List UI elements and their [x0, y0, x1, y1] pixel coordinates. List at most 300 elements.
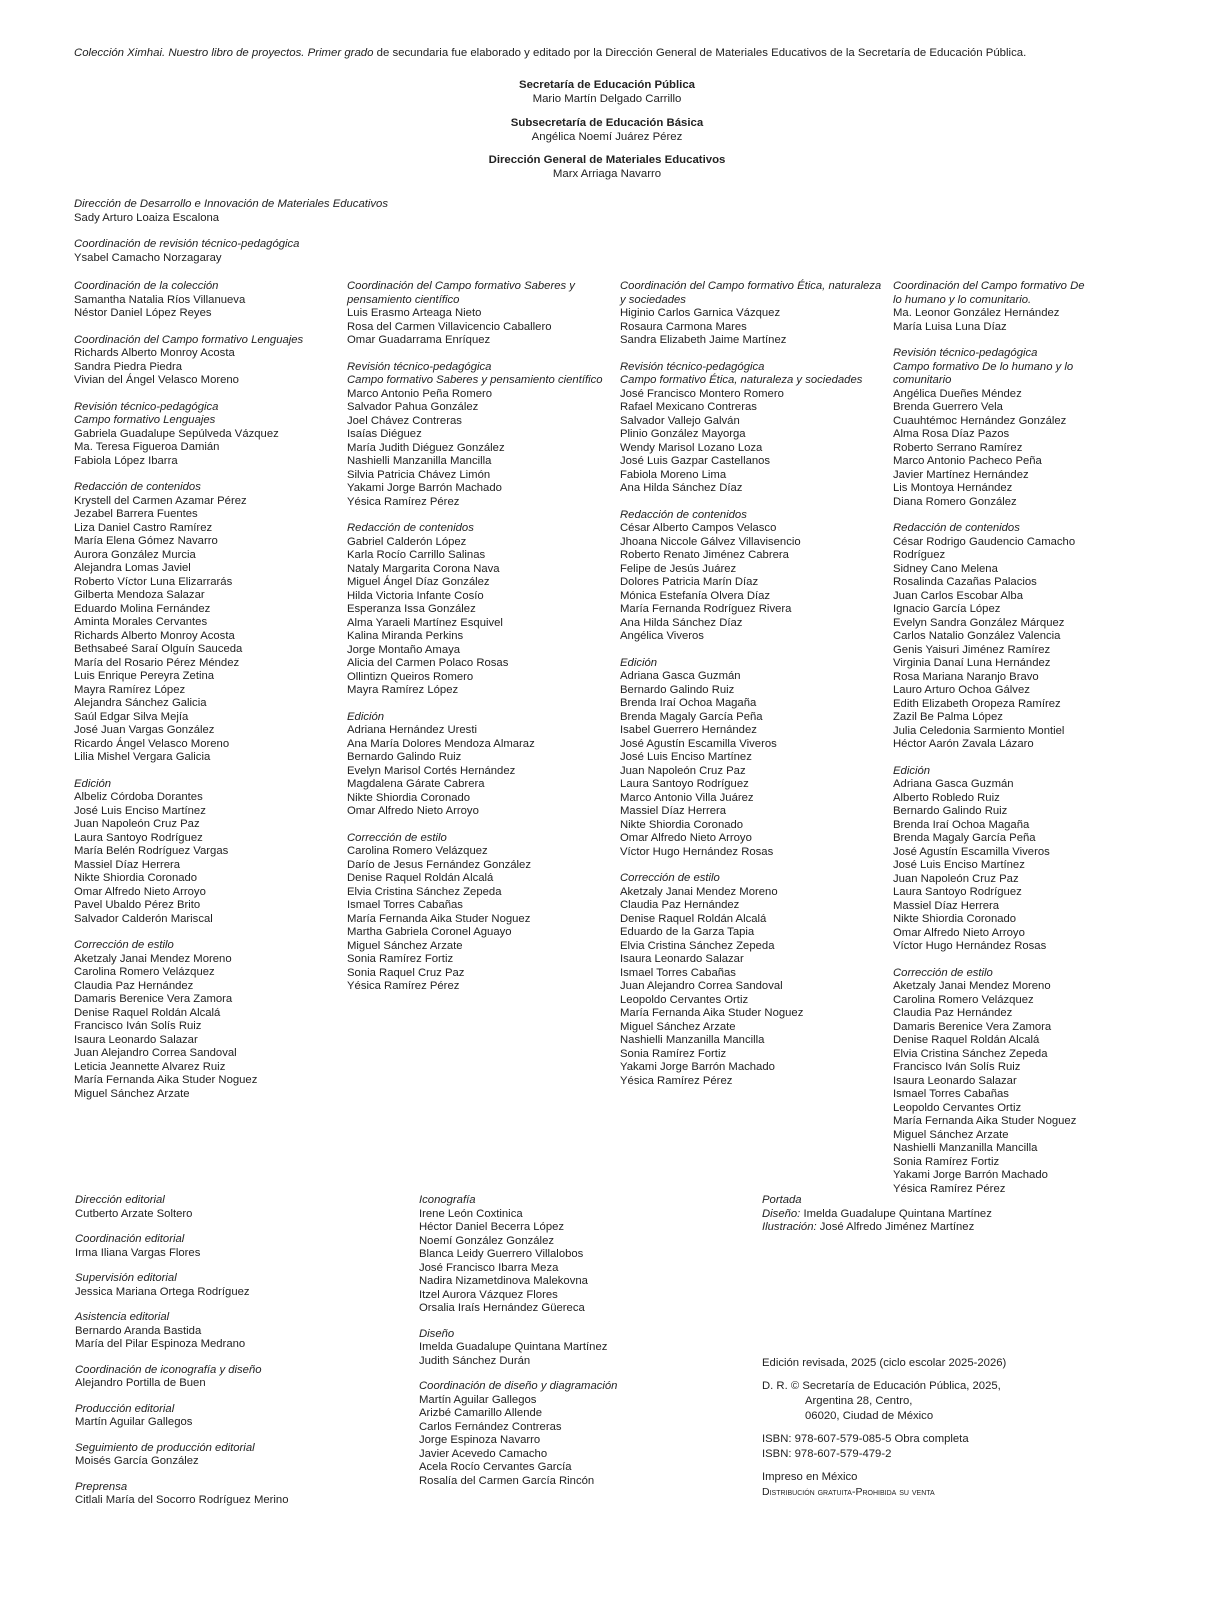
- credit-name: Nikte Shiordia Coronado: [620, 818, 744, 831]
- address-line: Argentina 28, Centro,: [805, 1395, 913, 1407]
- credit-name: María Judith Diéguez González: [347, 441, 505, 454]
- credit-name: Cutberto Arzate Soltero: [75, 1207, 193, 1220]
- credit-name: Rosaura Carmona Mares: [620, 320, 747, 333]
- credit-name: José Francisco Montero Romero: [620, 387, 784, 400]
- credit-name: Sonia Ramírez Fortiz: [620, 1047, 727, 1060]
- credit-name: Angélica Dueñes Méndez: [893, 387, 1022, 400]
- credit-name: Rosalinda Cazañas Palacios: [893, 576, 1037, 588]
- credit-name: Salvador Pahua González: [347, 401, 479, 413]
- credit-section: [620, 361, 882, 496]
- copyright-line: D. R. © Secretaría de Educación Pública, 2025,: [762, 1380, 1001, 1392]
- design-label: Diseño:: [762, 1207, 801, 1220]
- credit-name: Pavel Ubaldo Pérez Brito: [74, 899, 201, 911]
- credit-name: Denise Raquel Roldán Alcalá: [347, 872, 494, 884]
- credit-name: Irma Iliana Vargas Flores: [75, 1246, 201, 1259]
- credit-name: Ismael Torres Cabañas: [893, 1088, 1009, 1100]
- credit-name: Nashielli Manzanilla Mancilla: [620, 1034, 765, 1046]
- section-heading: Coordinación de iconografía y diseño: [75, 1363, 262, 1376]
- credit-name: Jorge Montaño Amaya: [347, 643, 461, 656]
- credit-name: Yakami Jorge Barrón Machado: [620, 1061, 775, 1073]
- credit-name: Bernardo Galindo Ruiz: [620, 683, 735, 696]
- credit-name: Luis Erasmo Arteaga Nieto: [347, 307, 482, 319]
- section-heading: Revisión técnico-pedagógica Campo formativo Ética, naturaleza y sociedades: [620, 360, 863, 386]
- credit-name: Juan Napoleón Cruz Paz: [893, 872, 1019, 885]
- credit-name: Juan Napoleón Cruz Paz: [74, 818, 200, 830]
- credit-name: Alejandra Sánchez Galicia: [74, 697, 207, 709]
- section-heading: Asistencia editorial: [75, 1311, 170, 1323]
- credit-name: Héctor Aarón Zavala Lázaro: [893, 738, 1034, 750]
- credit-name: Brenda Magaly García Peña: [893, 832, 1036, 844]
- section-heading: Dirección editorial: [75, 1194, 165, 1206]
- section-heading: Iconografía: [419, 1194, 476, 1206]
- credit-name: Krystell del Carmen Azamar Pérez: [74, 494, 247, 507]
- credit-name: Evelyn Marisol Cortés Hernández: [347, 764, 516, 777]
- credit-name: Isaura Leonardo Salazar: [620, 953, 744, 965]
- credit-section: [75, 1233, 337, 1260]
- credit-name: Ignacio García López: [893, 603, 1001, 615]
- credit-name: Arizbé Camarillo Allende: [419, 1407, 543, 1419]
- credit-name: Sonia Raquel Cruz Paz: [347, 966, 465, 979]
- section-heading: Revisión técnico-pedagógica Campo formativo Saberes y pensamiento científico: [347, 360, 603, 386]
- credit-name: Bernardo Galindo Ruiz: [893, 805, 1008, 817]
- design-name: Imelda Guadalupe Quintana Martínez: [800, 1207, 992, 1220]
- credit-name: Víctor Hugo Hernández Rosas: [893, 940, 1047, 952]
- section-heading: Portada: [762, 1194, 802, 1206]
- credit-name: Ma. Leonor González Hernández: [893, 307, 1060, 319]
- credit-name: Irene León Coxtinica: [419, 1207, 523, 1220]
- credit-name: Martha Gabriela Coronel Aguayo: [347, 926, 512, 938]
- credit-name: Nadira Nizametdinova Malekovna: [419, 1275, 588, 1287]
- credit-name: Samantha Natalia Ríos Villanueva: [74, 293, 246, 306]
- credit-name: Brenda Guerrero Vela: [893, 401, 1003, 413]
- credit-name: Ana María Dolores Mendoza Almaraz: [347, 737, 535, 750]
- credit-name: Roberto Serrano Ramírez: [893, 441, 1023, 454]
- credit-name: Lauro Arturo Ochoa Gálvez: [893, 684, 1030, 696]
- section-heading: Supervisión editorial: [75, 1272, 177, 1284]
- credit-name: Judith Sánchez Durán: [419, 1354, 531, 1367]
- credit-name: Ricardo Ángel Velasco Moreno: [74, 737, 230, 750]
- credit-section: [74, 778, 336, 927]
- credit-name: Sonia Ramírez Fortiz: [893, 1155, 1000, 1168]
- section-heading: Coordinación del Campo formativo Saberes y pensamiento científico: [347, 280, 575, 306]
- intro-text: [74, 46, 1154, 61]
- credit-name: Mayra Ramírez López: [347, 684, 459, 696]
- credit-section: [75, 1481, 337, 1508]
- section-heading: Coordinación de diseño y diagramación: [419, 1380, 618, 1392]
- credit-section: [74, 198, 434, 225]
- credit-name: Adriana Gasca Guzmán: [893, 778, 1014, 790]
- credit-section: [74, 939, 336, 1101]
- credit-name: Roberto Víctor Luna Elizarrarás: [74, 575, 233, 588]
- credit-section: [893, 522, 1093, 752]
- isbn-line: ISBN: 978-607-579-479-2: [762, 1448, 892, 1460]
- credit-name: Javier Martínez Hernández: [893, 468, 1029, 481]
- credit-name: Yésica Ramírez Pérez: [620, 1074, 733, 1087]
- credit-section: [74, 401, 336, 469]
- credit-name: Acela Rocío Cervantes García: [419, 1461, 572, 1473]
- credit-name: Citlali María del Socorro Rodríguez Merino: [75, 1494, 289, 1506]
- credit-name: Wendy Marisol Lozano Loza: [620, 441, 763, 454]
- credit-name: César Alberto Campos Velasco: [620, 522, 777, 534]
- credit-name: Eduardo de la Garza Tapia: [620, 926, 755, 938]
- credit-name: Carlos Fernández Contreras: [419, 1420, 562, 1433]
- section-heading: Corrección de estilo: [347, 831, 447, 844]
- credit-name: Elvia Cristina Sánchez Zepeda: [620, 939, 775, 952]
- footer-column-2: [419, 1194, 681, 1488]
- credit-name: María Belén Rodríguez Vargas: [74, 845, 229, 857]
- credit-name: Laura Santoyo Rodríguez: [893, 886, 1022, 898]
- credit-section: [74, 334, 336, 388]
- credit-name: Juan Alejandro Correa Sandoval: [74, 1047, 237, 1059]
- credit-name: Claudia Paz Hernández: [620, 899, 740, 911]
- section-heading: Revisión técnico-pedagógica Campo formativo Lenguajes: [74, 400, 219, 426]
- credit-name: Liza Daniel Castro Ramírez: [74, 521, 213, 534]
- credit-name: Francisco Iván Solís Ruiz: [74, 1020, 202, 1032]
- credit-section: [893, 765, 1093, 954]
- header-name: Angélica Noemí Juárez Pérez: [531, 131, 683, 143]
- credit-name: Massiel Díaz Herrera: [893, 899, 1000, 912]
- top-credits: [74, 198, 434, 265]
- credit-name: Eduardo Molina Fernández: [74, 602, 211, 615]
- credit-name: Rosa Mariana Naranjo Bravo: [893, 670, 1039, 683]
- credit-name: Elvia Cristina Sánchez Zepeda: [893, 1047, 1048, 1060]
- credit-name: Javier Acevedo Camacho: [419, 1447, 548, 1460]
- credit-name: María Elena Gómez Navarro: [74, 535, 218, 547]
- header-title: Dirección General de Materiales Educativos: [488, 154, 726, 166]
- credit-section: [74, 481, 336, 765]
- credit-name: Silvia Patricia Chávez Limón: [347, 468, 491, 481]
- credit-name: Rosalía del Carmen García Rincón: [419, 1474, 595, 1487]
- credit-section: [620, 509, 882, 644]
- credit-section: [347, 711, 609, 819]
- credit-name: Carolina Romero Velázquez: [74, 966, 215, 978]
- section-heading: Redacción de contenidos: [74, 481, 201, 493]
- credit-name: Saúl Edgar Silva Mejía: [74, 710, 189, 723]
- credit-section: [75, 1364, 337, 1391]
- credit-name: Fabiola Moreno Lima: [620, 468, 727, 481]
- credit-name: Itzel Aurora Vázquez Flores: [419, 1288, 558, 1301]
- credit-name: Miguel Sánchez Arzate: [74, 1087, 190, 1100]
- credit-name: Juan Napoleón Cruz Paz: [620, 764, 746, 777]
- credit-name: Víctor Hugo Hernández Rosas: [620, 845, 774, 858]
- credit-section: [893, 347, 1093, 509]
- credit-name: Brenda Iraí Ochoa Magaña: [620, 697, 757, 709]
- credit-name: María Fernanda Aika Studer Noguez: [893, 1115, 1077, 1127]
- credit-section: [74, 280, 336, 321]
- credit-name: Sandra Elizabeth Jaime Martínez: [620, 334, 787, 346]
- section-heading: Edición: [893, 764, 931, 777]
- section-heading: Preprensa: [75, 1480, 128, 1493]
- credit-name: Ana Hilda Sánchez Díaz: [620, 616, 743, 629]
- header-sep: [300, 78, 914, 106]
- section-heading: Coordinación del Campo formativo Ética, naturaleza y sociedades: [620, 280, 882, 306]
- credits-column-3: [620, 280, 882, 1088]
- header-title: Subsecretaría de Educación Básica: [510, 117, 704, 129]
- credit-section: [419, 1194, 681, 1316]
- credit-name: Carlos Natalio González Valencia: [893, 630, 1061, 642]
- section-heading: Corrección de estilo: [620, 872, 720, 884]
- credit-name: Sandra Piedra Piedra: [74, 360, 183, 373]
- credit-name: Gilberta Mendoza Salazar: [74, 589, 205, 601]
- credit-name: María Fernanda Rodríguez Rivera: [620, 603, 792, 615]
- credit-name: Higinio Carlos Garnica Vázquez: [620, 307, 781, 319]
- credit-name: Roberto Renato Jiménez Cabrera: [620, 549, 789, 561]
- credit-name: Alma Rosa Díaz Pazos: [893, 428, 1010, 440]
- credit-name: María Fernanda Aika Studer Noguez: [74, 1074, 258, 1086]
- credit-name: Elvia Cristina Sánchez Zepeda: [347, 885, 502, 898]
- credit-name: Francisco Iván Solís Ruiz: [893, 1061, 1021, 1073]
- credit-name: Brenda Iraí Ochoa Magaña: [893, 818, 1030, 831]
- section-heading: Redacción de contenidos: [620, 508, 747, 521]
- credit-name: Dolores Patricia Marín Díaz: [620, 576, 759, 588]
- credit-name: Alma Yaraeli Martínez Esquivel: [347, 616, 503, 629]
- credit-section: [75, 1272, 337, 1299]
- credit-name: Ismael Torres Cabañas: [347, 899, 463, 911]
- credit-name: Felipe de Jesús Juárez: [620, 562, 737, 575]
- credit-name: Imelda Guadalupe Quintana Martínez: [419, 1341, 608, 1353]
- credit-name: Lis Montoya Hernández: [893, 482, 1013, 494]
- credit-name: Gabriel Calderón López: [347, 535, 467, 548]
- credit-name: Yésica Ramírez Pérez: [893, 1182, 1006, 1195]
- credit-name: Sonia Ramírez Fortiz: [347, 953, 454, 965]
- credit-name: Marco Antonio Pacheco Peña: [893, 455, 1042, 467]
- credit-name: Alicia del Carmen Polaco Rosas: [347, 657, 509, 669]
- credit-name: José Agustín Escamilla Viveros: [620, 737, 777, 750]
- edition-line: Edición revisada, 2025 (ciclo escolar 2025-2026): [762, 1357, 1007, 1369]
- credit-name: Carolina Romero Velázquez: [347, 845, 488, 857]
- credit-name: Juan Alejandro Correa Sandoval: [620, 980, 783, 992]
- credit-name: Leopoldo Cervantes Ortiz: [620, 993, 749, 1006]
- credit-name: José Juan Vargas González: [74, 724, 215, 736]
- section-heading: Coordinación del Campo formativo De lo humano y lo comunitario.: [893, 280, 1085, 306]
- credit-name: Damaris Berenice Vera Zamora: [893, 1020, 1052, 1033]
- credit-name: Alberto Robledo Ruiz: [893, 791, 1000, 804]
- credit-name: Fabiola López Ibarra: [74, 454, 178, 467]
- credit-name: Miguel Sánchez Arzate: [347, 939, 463, 952]
- credit-section: [620, 280, 882, 348]
- section-heading: Edición: [347, 710, 385, 723]
- intro-rest: de secundaria fue elaborado y editado por la Dirección General de Materiales Educativos de la Secretaría de Educación Pública.: [373, 47, 1027, 59]
- credit-name: Aurora González Murcia: [74, 548, 196, 561]
- section-heading: Coordinación de la colección: [74, 280, 219, 292]
- credit-name: Jhoana Niccole Gálvez Villavisencio: [620, 535, 801, 548]
- credit-name: Mayra Ramírez López: [74, 683, 186, 696]
- credit-name: Esperanza Issa González: [347, 603, 476, 615]
- credit-name: Carolina Romero Velázquez: [893, 993, 1034, 1006]
- section-heading: Dirección de Desarrollo e Innovación de Materiales Educativos: [74, 198, 388, 210]
- credit-name: Ma. Teresa Figueroa Damián: [74, 441, 220, 453]
- credits-column-2: [347, 280, 609, 994]
- credit-section: [893, 967, 1093, 1197]
- credit-name: Nikte Shiordia Coronado: [74, 872, 198, 884]
- section-heading: Redacción de contenidos: [893, 522, 1020, 534]
- credit-name: Leopoldo Cervantes Ortiz: [893, 1101, 1022, 1114]
- credit-name: Bethsabeé Saraí Olguín Sauceda: [74, 643, 243, 655]
- credit-name: Laura Santoyo Rodríguez: [74, 831, 203, 844]
- credit-name: Isaura Leonardo Salazar: [74, 1033, 198, 1046]
- credit-name: Marco Antonio Peña Romero: [347, 387, 493, 400]
- credit-name: Omar Guadarrama Enríquez: [347, 334, 491, 346]
- credit-name: José Luis Gazpar Castellanos: [620, 455, 771, 467]
- credit-name: Isaura Leonardo Salazar: [893, 1074, 1017, 1087]
- credit-name: Moisés García González: [75, 1455, 199, 1467]
- credit-name: Edith Elizabeth Oropeza Ramírez: [893, 697, 1061, 710]
- credit-name: Denise Raquel Roldán Alcalá: [893, 1034, 1040, 1046]
- credit-name: Alejandra Lomas Javiel: [74, 562, 191, 574]
- section-heading: Seguimiento de producción editorial: [75, 1441, 255, 1454]
- portada-credits: [762, 1194, 1092, 1235]
- credit-section: [347, 280, 609, 348]
- section-heading: Redacción de contenidos: [347, 522, 474, 534]
- credit-name: Evelyn Sandra González Márquez: [893, 616, 1065, 629]
- credit-name: Adriana Hernández Uresti: [347, 724, 477, 736]
- credit-name: Ismael Torres Cabañas: [620, 966, 736, 979]
- section-heading: Corrección de estilo: [74, 939, 174, 951]
- credit-name: Vivian del Ángel Velasco Moreno: [74, 374, 239, 386]
- credit-name: Laura Santoyo Rodríguez: [620, 778, 749, 790]
- credit-name: Alejandro Portilla de Buen: [75, 1377, 206, 1389]
- credit-name: Karla Rocío Carrillo Salinas: [347, 549, 486, 561]
- credit-name: Brenda Magaly García Peña: [620, 710, 763, 723]
- credit-section: [620, 657, 882, 860]
- credit-name: Salvador Vallejo Galván: [620, 414, 740, 427]
- section-heading: Coordinación editorial: [75, 1233, 185, 1245]
- credit-name: Yakami Jorge Barrón Machado: [347, 482, 502, 494]
- address-line: 06020, Ciudad de México: [805, 1410, 934, 1422]
- credit-name: Jorge Espinoza Navarro: [419, 1434, 541, 1446]
- credit-section: [347, 361, 609, 510]
- credit-name: Marco Antonio Villa Juárez: [620, 791, 754, 804]
- credit-name: Damaris Berenice Vera Zamora: [74, 993, 233, 1005]
- section-heading: Producción editorial: [75, 1402, 175, 1415]
- credit-name: Yésica Ramírez Pérez: [347, 495, 460, 508]
- credit-name: Bernardo Aranda Bastida: [75, 1324, 202, 1337]
- credit-name: Zazil Be Palma López: [893, 711, 1003, 723]
- credit-name: Sidney Cano Melena: [893, 562, 998, 575]
- credit-name: Salvador Calderón Mariscal: [74, 912, 213, 925]
- credit-name: Leticia Jeannette Alvarez Ruiz: [74, 1060, 226, 1073]
- credit-name: Martín Aguilar Gallegos: [75, 1416, 193, 1428]
- credit-section: [74, 238, 434, 265]
- credit-name: Orsalia Iraís Hernández Güereca: [419, 1302, 585, 1314]
- credit-name: Nikte Shiordia Coronado: [347, 791, 471, 804]
- credit-name: Richards Alberto Monroy Acosta: [74, 347, 235, 359]
- credit-section: [75, 1311, 337, 1352]
- credit-name: Miguel Sánchez Arzate: [893, 1128, 1009, 1141]
- credit-section: [75, 1194, 337, 1221]
- credit-name: Miguel Sánchez Arzate: [620, 1020, 736, 1033]
- footer-column-1: [75, 1194, 337, 1508]
- credit-name: Richards Alberto Monroy Acosta: [74, 629, 235, 642]
- credit-name: Aminta Morales Cervantes: [74, 616, 208, 628]
- credit-name: Rafael Mexicano Contreras: [620, 401, 757, 413]
- credits-column-4: [893, 280, 1093, 1196]
- credit-name: Ana Hilda Sánchez Díaz: [620, 482, 743, 494]
- credit-name: Isabel Guerrero Hernández: [620, 724, 757, 736]
- credit-name: Martín Aguilar Gallegos: [419, 1393, 537, 1406]
- printed-line: Impreso en México: [762, 1471, 858, 1483]
- credit-name: Aketzaly Janai Mendez Moreno: [893, 980, 1051, 992]
- credit-name: Omar Alfredo Nieto Arroyo: [74, 885, 206, 898]
- credit-section: [347, 832, 609, 994]
- credit-name: Ysabel Camacho Norzagaray: [74, 251, 222, 264]
- credit-name: Magdalena Gárate Cabrera: [347, 778, 485, 790]
- credit-name: Massiel Díaz Herrera: [74, 858, 181, 871]
- credit-name: Nashielli Manzanilla Mancilla: [347, 455, 492, 467]
- distribution-line: Distribución gratuita-Prohibida su venta: [762, 1486, 935, 1498]
- credit-name: Diana Romero González: [893, 495, 1017, 508]
- credit-name: Lilia Mishel Vergara Galicia: [74, 751, 211, 763]
- credit-section: [419, 1328, 681, 1369]
- credit-name: Aketzaly Janai Mendez Moreno: [74, 952, 232, 965]
- credit-name: Claudia Paz Hernández: [74, 979, 194, 992]
- credit-name: Kalina Miranda Perkins: [347, 630, 464, 642]
- credit-name: Darío de Jesus Fernández González: [347, 858, 531, 871]
- credit-name: Adriana Gasca Guzmán: [620, 670, 741, 682]
- credits-column-1: [74, 280, 336, 1101]
- credit-name: Jezabel Barrera Fuentes: [74, 508, 198, 520]
- credit-name: Sady Arturo Loaiza Escalona: [74, 211, 220, 224]
- credit-name: Héctor Daniel Becerra López: [419, 1221, 565, 1233]
- credit-name: Yakami Jorge Barrón Machado: [893, 1169, 1048, 1181]
- credit-section: [75, 1403, 337, 1430]
- credit-name: José Luis Enciso Martínez: [620, 751, 752, 763]
- credit-name: Noemí González González: [419, 1234, 554, 1247]
- credit-name: Denise Raquel Roldán Alcalá: [620, 912, 767, 925]
- credit-name: José Luis Enciso Martínez: [893, 859, 1025, 871]
- credit-name: Nataly Margarita Corona Nava: [347, 562, 500, 575]
- credit-name: Ollintizn Queiros Romero: [347, 670, 474, 683]
- section-heading: Coordinación de revisión técnico-pedagógica: [74, 238, 300, 250]
- credit-name: María Fernanda Aika Studer Noguez: [347, 912, 531, 925]
- credit-name: Rosa del Carmen Villavicencio Caballero: [347, 320, 552, 333]
- header-dgme: [300, 153, 914, 181]
- credit-name: Angélica Viveros: [620, 630, 704, 642]
- credit-section: [893, 280, 1093, 334]
- credit-name: Bernardo Galindo Ruiz: [347, 751, 462, 763]
- credit-name: Jessica Mariana Ortega Rodríguez: [75, 1285, 250, 1298]
- credit-name: Julia Celedonia Sarmiento Montiel: [893, 724, 1065, 737]
- illustration-label: Ilustración:: [762, 1221, 817, 1233]
- credit-name: Hilda Victoria Infante Cosío: [347, 589, 484, 602]
- credit-name: José Agustín Escamilla Viveros: [893, 845, 1050, 858]
- credit-name: Massiel Díaz Herrera: [620, 805, 727, 817]
- credit-name: Luis Enrique Pereyra Zetina: [74, 670, 215, 682]
- publication-info: [762, 1356, 1092, 1500]
- section-heading: Coordinación del Campo formativo Lenguajes: [74, 333, 304, 346]
- illustration-name: José Alfredo Jiménez Martínez: [816, 1221, 975, 1233]
- credit-name: Cuauhtémoc Hernández González: [893, 414, 1067, 427]
- credit-name: Omar Alfredo Nieto Arroyo: [620, 832, 752, 844]
- credit-name: Genis Yaisuri Jiménez Ramírez: [893, 643, 1051, 656]
- credit-name: Plinio González Mayorga: [620, 428, 746, 440]
- credit-name: Yésica Ramírez Pérez: [347, 980, 460, 992]
- credit-name: Nashielli Manzanilla Mancilla: [893, 1142, 1038, 1154]
- credit-section: [75, 1442, 337, 1469]
- credit-name: Claudia Paz Hernández: [893, 1007, 1013, 1019]
- credit-name: Juan Carlos Escobar Alba: [893, 589, 1023, 602]
- credit-name: Blanca Leidy Guerrero Villalobos: [419, 1248, 584, 1260]
- credit-name: Omar Alfredo Nieto Arroyo: [893, 926, 1025, 939]
- header-name: Marx Arriaga Navarro: [552, 168, 662, 180]
- credit-name: Gabriela Guadalupe Sepúlveda Vázquez: [74, 427, 279, 440]
- credit-section: [620, 872, 882, 1088]
- credit-name: Aketzaly Janai Mendez Moreno: [620, 885, 778, 898]
- credit-name: César Rodrigo Gaudencio Camacho Rodríguez: [893, 535, 1076, 561]
- credit-section: [347, 522, 609, 698]
- credit-name: Néstor Daniel López Reyes: [74, 307, 212, 319]
- credit-name: Joel Chávez Contreras: [347, 414, 462, 427]
